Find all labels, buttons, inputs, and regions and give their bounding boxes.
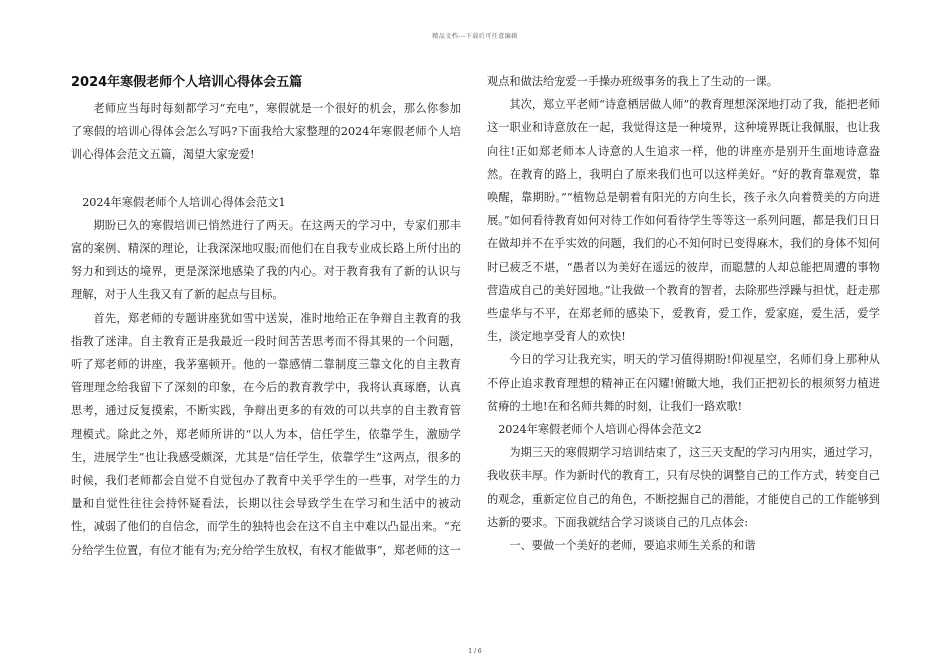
subsection-heading: 一、要做一个美好的老师，要追求师生关系的和谐 bbox=[509, 539, 756, 553]
section-heading-1: 2024年寒假老师个人培训心得体会范文1 bbox=[82, 195, 286, 209]
body-paragraph: 其次，郑立平老师“诗意栖居做人师”的教育理想深深地打动了我，能把老师这一职业和诗意放在一起，我觉得这是一种境界，这种境界既让我佩服，也让我向往!正如郑老师本人诗意的人生追求一样，他的讲座亦是别开生面地诗意盎然。在教育的路上，我明白了原来我们也可以这样美好。“好的教育靠观赏，靠唤醒，靠期盼。”“植物总是朝着有阳光的方向生长，孩子永久向着赞美的方向进展。”如何看待教育如何对待工作如何看待学生等等这一系列问题，都是我们日日在做却并不在乎实效的问题，我们的心不知何时已变得麻木，我们的身体不知何时已疲乏不堪，“愚者以为美好在遥远的彼岸，而聪慧的人却总能把周遭的事物营造成自己的美好园地。”让我做一个教育的智者，去除那些浮躁与担忧，赶走那些虚华与不平，在郑老师的感染下，爱教育，爱工作，爱家庭，爱生活，爱学生，淡定地享受育人的欢快! bbox=[487, 98, 880, 344]
section-heading-2: 2024年寒假老师个人培训心得体会范文2 bbox=[498, 423, 702, 437]
continued-paragraph: 观点和做法给宠爱一手操办班级事务的我上了生动的一课。 bbox=[487, 75, 778, 88]
right-column bbox=[487, 70, 880, 557]
page-indicator: 1 / 6 bbox=[468, 648, 482, 655]
left-column bbox=[71, 70, 461, 562]
page-header: 精品文档---下载后可任意编辑 bbox=[432, 33, 518, 40]
document-title: 2024年寒假老师个人培训心得体会五篇 bbox=[71, 75, 303, 90]
body-paragraph: 期盼已久的寒假培训已悄然进行了两天。在这两天的学习中，专家们那丰富的案例、精深的理论，让我深深地叹服;而他们在自我专业成长路上所付出的努力和到达的境界，更是深深地感染了我的内心。对于教育我有了新的认识与理解，对于人生我又有了新的起点与目标。 bbox=[71, 218, 461, 302]
body-paragraph: 今日的学习让我充实，明天的学习值得期盼!仰视星空，名师们身上那种从不停止追求教育理想的精神正在闪耀!俯瞰大地，我们正把初长的根须努力植进贫瘠的土地!在和名师共舞的时刻，让我们一路欢歌! bbox=[487, 353, 880, 413]
intro-paragraph: 老师应当每时每刻都学习“充电”，寒假就是一个很好的机会，那么你参加了寒假的培训心得体会怎么写吗?下面我给大家整理的2024年寒假老师个人培训心得体会范文五篇，渴望大家宠爱! bbox=[71, 102, 461, 162]
body-paragraph: 首先，郑老师的专题讲座犹如雪中送炭，准时地给正在争辩自主教育的我指教了迷津。自主教育正是我最近一段时间苦苦思考而不得其果的一个问题，听了郑老师的讲座，我茅塞顿开。他的一靠感情二靠制度三靠文化的自主教育管理理念给我留下了深刻的印象，在今后的教育教学中，我将认真琢磨，认真思考，通过反复摸索，不断实践，争辩出更多的有效的可以共享的自主教育管理模式。除此之外，郑老师所讲的“以人为本，信任学生，依靠学生，激励学生，进展学生”也让我感受颇深，尤其是“信任学生，依靠学生”这两点，很多的时候，我们老师都会自觉不自觉包办了教育中关乎学生的一些事，对学生的力量和自觉性往往会持怀疑看法，长期以往会导致学生在学习和生活中的被动性，减弱了他们的自信念，而学生的独特也会在这不自主中难以凸显出来。“充分给学生位置，有位才能有为;充分给学生放权，有权才能做事”，郑老师的这一 bbox=[71, 311, 461, 557]
body-paragraph: 为期三天的寒假期学习培训结束了，这三天支配的学习内用实，通过学习，我收获丰厚。作为新时代的教育工，只有尽快的调整自己的工作方式，转变自己的观念，重新定位自己的角色，不断挖掘自己的潜能，才能使自己的工作能够到达新的要求。下面我就结合学习谈谈自己的几点体会: bbox=[487, 446, 880, 529]
